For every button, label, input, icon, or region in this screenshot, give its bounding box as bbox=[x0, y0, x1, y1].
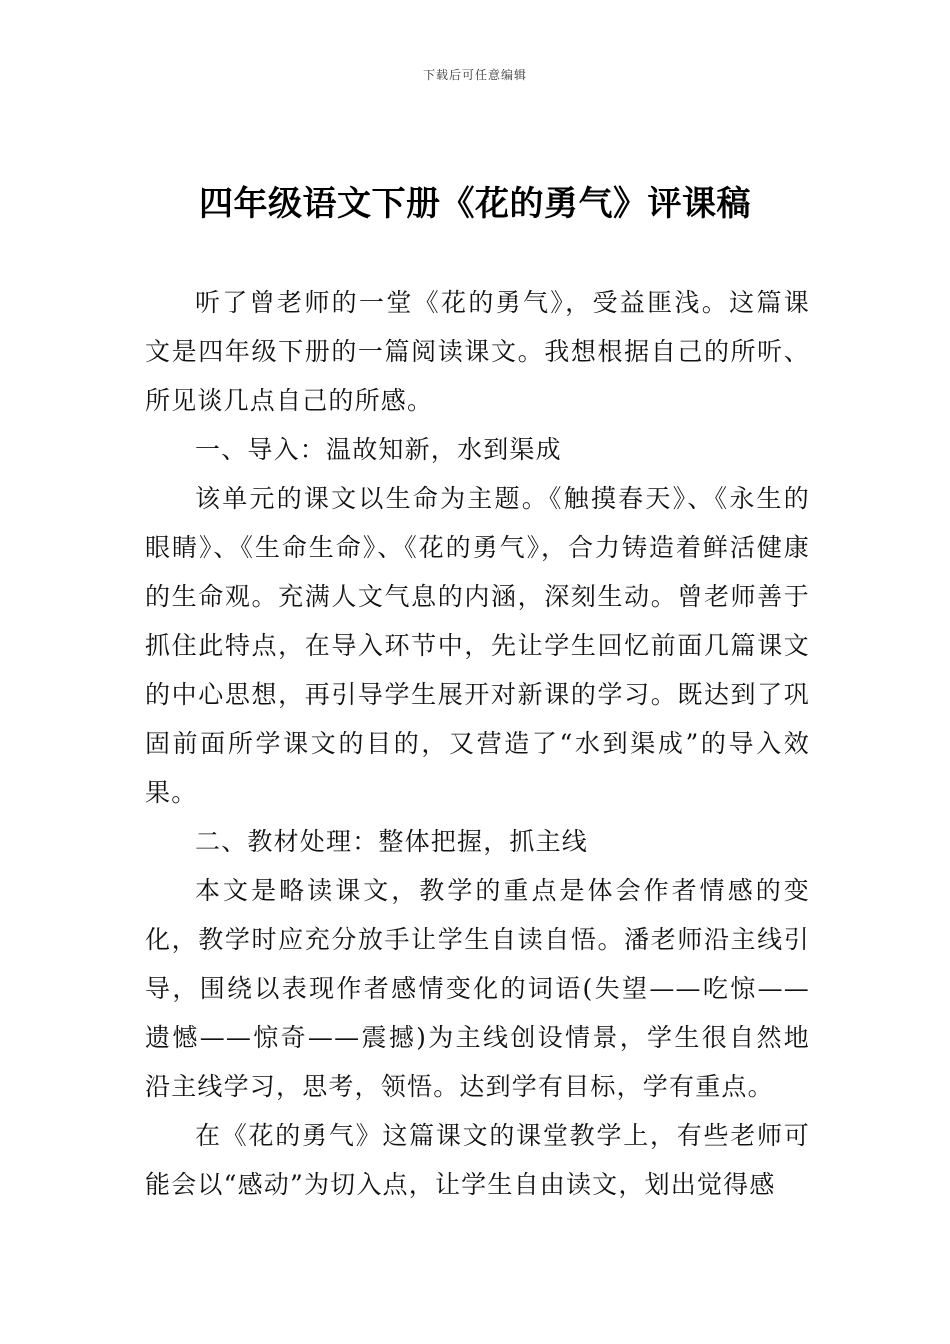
paragraph-classroom: 在《花的勇气》这篇课文的课堂教学上，有些老师可能会以“感动”为切入点，让学生自由读文，划出觉得感 bbox=[145, 1121, 810, 1199]
section-heading-intro: 一、导入：温故知新，水到渠成 bbox=[195, 435, 562, 464]
paragraph-unit-theme: 该单元的课文以生命为主题。《触摸春天》、《永生的眼睛》、《生命生命》、《花的勇气》，合力铸造着鲜活健康的生命观。充满人文气息的内涵，深刻生动。曾老师善于抓住此特点，在导入环节中，先让学生回忆前面几篇课文的中心思想，再引导学生展开对新课的学习。既达到了巩固前面所学课文的目的，又营造了“水到渠成”的导入效果。 bbox=[145, 484, 810, 807]
document-title: 四年级语文下册《花的勇气》评课稿 bbox=[199, 184, 751, 224]
document-body bbox=[145, 278, 810, 1209]
paragraph-main-line: 本文是略读课文，教学的重点是体会作者情感的变化，教学时应充分放手让学生自读自悟。潘老师沿主线引导，围绕以表现作者感情变化的词语(失望——吃惊——遗憾——惊奇——震撼)为主线创设情景，学生很自然地沿主线学习，思考，领悟。达到学有目标，学有重点。 bbox=[145, 876, 810, 1101]
section-heading-material: 二、教材处理：整体把握，抓主线 bbox=[195, 827, 589, 856]
paragraph-intro: 听了曾老师的一堂《花的勇气》，受益匪浅。这篇课文是四年级下册的一篇阅读课文。我想根据自己的所听、所见谈几点自己的所感。 bbox=[145, 288, 810, 415]
header-note: 下载后可任意编辑 bbox=[422, 68, 527, 82]
